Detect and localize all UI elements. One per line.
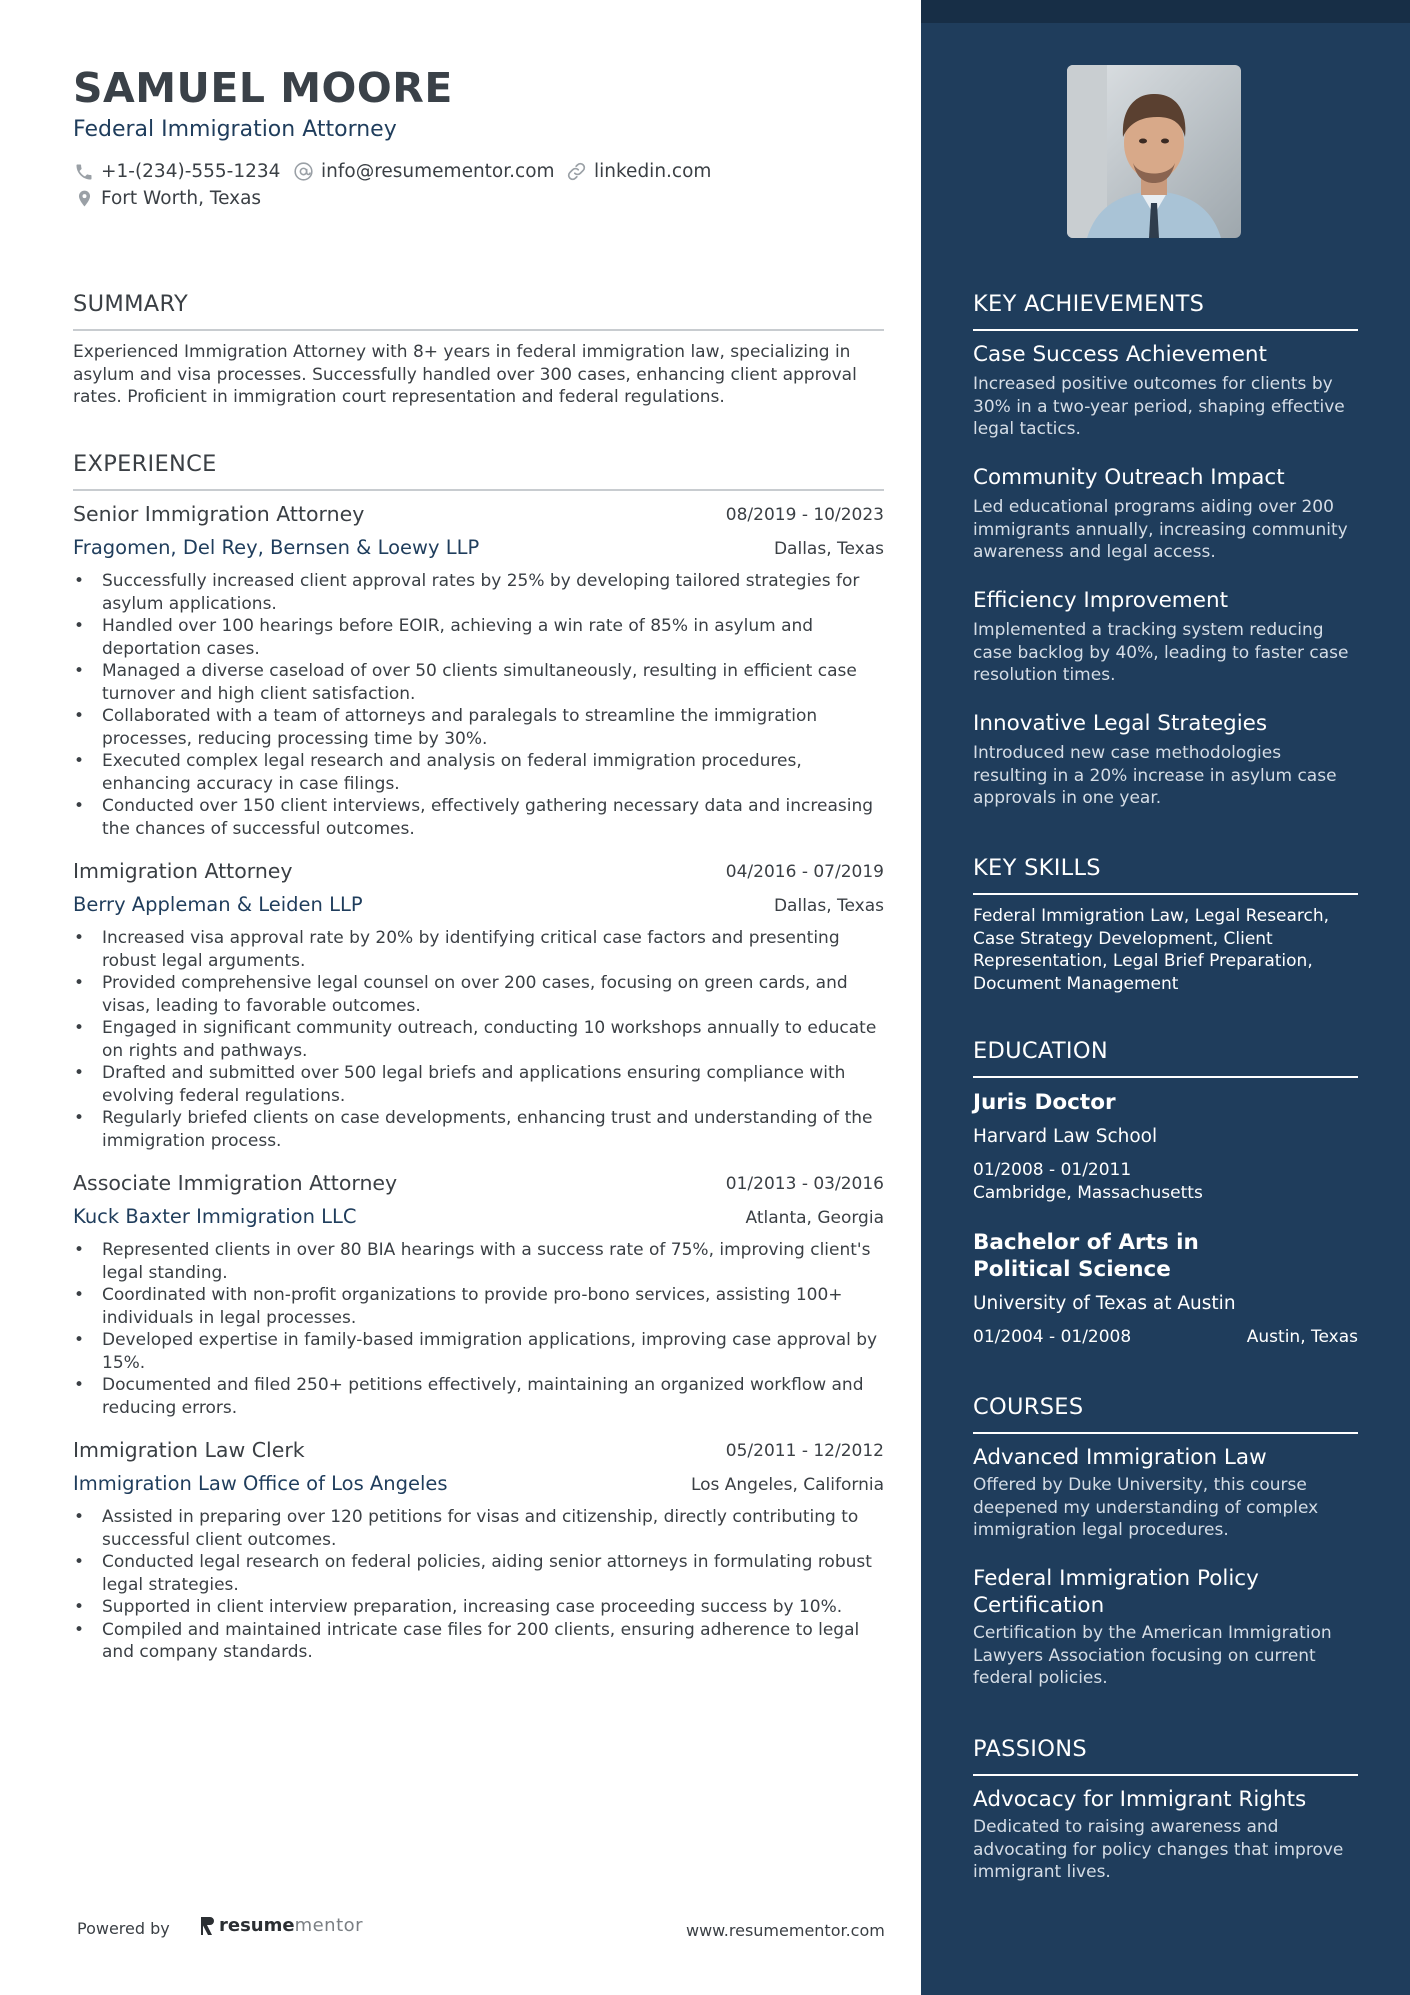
- job-company: Fragomen, Del Rey, Bernsen & Loewy LLP: [73, 536, 480, 559]
- education-location: Cambridge, Massachusetts: [973, 1182, 1203, 1203]
- profile-photo: [1067, 65, 1241, 238]
- job-location: Atlanta, Georgia: [745, 1208, 884, 1228]
- achievement-item: [973, 464, 1358, 564]
- powered-by-label: Powered by: [77, 1919, 170, 1938]
- achievement-text: Led educational programs aiding over 200 immigrants annually, increasing community awareness and legal access.: [973, 497, 1348, 562]
- bullet-item: • Regularly briefed clients on case developments, enhancing trust and understanding of the immigration process.: [73, 1107, 884, 1152]
- email-contact[interactable]: [293, 161, 555, 182]
- bullet-item: • Represented clients in over 80 BIA hearings with a success rate of 75%, improving client's legal standing.: [73, 1239, 884, 1284]
- skills-heading: KEY SKILLS: [973, 855, 1101, 881]
- achievement-item: [973, 710, 1358, 810]
- bullet-item: • Conducted legal research on federal policies, aiding senior attorneys in formulating robust legal strategies.: [73, 1551, 884, 1596]
- job-dates: 08/2019 - 10/2023: [725, 505, 884, 525]
- phone-contact: [74, 161, 280, 182]
- job-bullets: [73, 1239, 884, 1419]
- education-dates: 01/2004 - 01/2008: [973, 1327, 1132, 1347]
- passions-heading: PASSIONS: [973, 1736, 1087, 1762]
- job-dates: 01/2013 - 03/2016: [725, 1174, 884, 1194]
- experience-entry: [73, 502, 884, 840]
- resumementor-logo[interactable]: [199, 1915, 363, 1936]
- job-location: Dallas, Texas: [773, 539, 884, 559]
- bullet-item: • Drafted and submitted over 500 legal briefs and applications ensuring compliance with evolving federal regulations.: [73, 1062, 884, 1107]
- job-company: Immigration Law Office of Los Angeles: [73, 1472, 448, 1495]
- achievement-text: Implemented a tracking system reducing case backlog by 40%, leading to faster case resolution times.: [973, 620, 1349, 685]
- passion-text: Dedicated to raising awareness and advocating for policy changes that improve immigrant lives.: [973, 1817, 1344, 1882]
- experience-entry: [73, 859, 884, 1152]
- summary-heading: SUMMARY: [73, 291, 189, 317]
- job-bullets: [73, 927, 884, 1152]
- job-role: Immigration Law Clerk: [73, 1438, 305, 1462]
- education-degree: Bachelor of Arts in Political Science: [973, 1230, 1199, 1282]
- course-title: Advanced Immigration Law: [973, 1445, 1267, 1470]
- education-item: [973, 1229, 1358, 1349]
- phone-icon: [74, 162, 94, 182]
- achievement-item: [973, 341, 1358, 441]
- job-company: Kuck Baxter Immigration LLC: [73, 1205, 357, 1228]
- bullet-item: • Provided comprehensive legal counsel on over 200 cases, focusing on green cards, and visas, leading to favorable outcomes.: [73, 972, 884, 1017]
- job-bullets: [73, 570, 884, 840]
- logo-text-light: mentor: [294, 1915, 364, 1936]
- linkedin-text[interactable]: linkedin.com: [594, 161, 712, 182]
- education-location: Austin, Texas: [1246, 1327, 1358, 1347]
- courses-heading: COURSES: [973, 1394, 1084, 1420]
- resumementor-logo-icon: [199, 1916, 215, 1936]
- bullet-item: • Assisted in preparing over 120 petitions for visas and citizenship, directly contributing to successful client outcomes.: [73, 1506, 884, 1551]
- link-icon: [566, 161, 587, 182]
- job-location: Los Angeles, California: [690, 1475, 884, 1495]
- sidebar: [921, 0, 1410, 1995]
- course-item: [973, 1565, 1358, 1690]
- bullet-item: • Developed expertise in family-based immigration applications, improving case approval by 15%.: [73, 1329, 884, 1374]
- job-bullets: [73, 1506, 884, 1664]
- bullet-item: • Successfully increased client approval rates by 25% by developing tailored strategies for asylum applications.: [73, 570, 884, 615]
- bullet-item: • Managed a diverse caseload of over 50 clients simultaneously, resulting in efficient case turnover and high client satisfaction.: [73, 660, 884, 705]
- job-company: Berry Appleman & Leiden LLP: [73, 893, 363, 916]
- location-text: Fort Worth, Texas: [101, 188, 262, 209]
- course-text: Certification by the American Immigration Lawyers Association focusing on current federal policies.: [973, 1623, 1332, 1688]
- achievement-item: [973, 587, 1358, 687]
- education-divider: [973, 1076, 1358, 1078]
- job-role: Senior Immigration Attorney: [73, 502, 365, 526]
- achievement-text: Introduced new case methodologies resulting in a 20% increase in asylum case approvals in one year.: [973, 743, 1337, 808]
- passions-divider: [973, 1774, 1358, 1776]
- candidate-name: SAMUEL MOORE: [73, 64, 453, 112]
- education-heading: EDUCATION: [973, 1038, 1108, 1064]
- education-degree: Juris Doctor: [973, 1090, 1116, 1115]
- passion-item: [973, 1786, 1358, 1884]
- location-pin-icon: [75, 188, 94, 209]
- summary-divider: [73, 329, 884, 331]
- achievement-title: Efficiency Improvement: [973, 588, 1229, 613]
- bullet-item: • Documented and filed 250+ petitions effectively, maintaining an organized workflow and reducing errors.: [73, 1374, 884, 1419]
- job-dates: 05/2011 - 12/2012: [725, 1441, 884, 1461]
- job-location: Dallas, Texas: [773, 896, 884, 916]
- bullet-item: • Supported in client interview preparation, increasing case proceeding success by 10%.: [73, 1596, 884, 1619]
- achievement-title: Case Success Achievement: [973, 342, 1267, 367]
- achievement-text: Increased positive outcomes for clients by 30% in a two-year period, shaping effective legal tactics.: [973, 374, 1345, 439]
- bullet-item: • Collaborated with a team of attorneys and paralegals to streamline the immigration processes, reducing processing time by 30%.: [73, 705, 884, 750]
- bullet-item: • Executed complex legal research and analysis on federal immigration procedures, enhancing accuracy in case filings.: [73, 750, 884, 795]
- logo-text-strong: resume: [219, 1915, 295, 1936]
- experience-heading: EXPERIENCE: [73, 451, 217, 477]
- summary-text: Experienced Immigration Attorney with 8+ years in federal immigration law, specializing in asylum and visa processes. Successfully handled over 300 cases, enhancing client approval rates. Proficient in immigration court representation and federal regulations.: [73, 342, 857, 407]
- bullet-item: • Increased visa approval rate by 20% by identifying critical case factors and presenting robust legal arguments.: [73, 927, 884, 972]
- bullet-item: • Engaged in significant community outreach, conducting 10 workshops annually to educate on rights and pathways.: [73, 1017, 884, 1062]
- education-item: [973, 1089, 1358, 1204]
- phone-text: +1-(234)-555-1234: [101, 161, 281, 182]
- course-title: Federal Immigration Policy Certification: [973, 1566, 1259, 1618]
- sidebar-top-bar: [921, 0, 1410, 23]
- achievements-heading: KEY ACHIEVEMENTS: [973, 291, 1205, 317]
- experience-divider: [73, 489, 884, 491]
- bullet-item: • Coordinated with non-profit organizations to provide pro-bono services, assisting 100+ individuals in legal processes.: [73, 1284, 884, 1329]
- bullet-item: • Conducted over 150 client interviews, effectively gathering necessary data and increasing the chances of successful outcomes.: [73, 795, 884, 840]
- passion-title: Advocacy for Immigrant Rights: [973, 1787, 1307, 1812]
- courses-divider: [973, 1432, 1358, 1434]
- job-role: Associate Immigration Attorney: [73, 1171, 398, 1195]
- footer-url[interactable]: www.resumementor.com: [686, 1921, 885, 1940]
- skills-divider: [973, 893, 1358, 895]
- education-dates: 01/2008 - 01/2011: [973, 1160, 1132, 1180]
- linkedin-contact[interactable]: [566, 161, 711, 182]
- skills-text: Federal Immigration Law, Legal Research, Case Strategy Development, Client Representation, Legal Brief Preparation, Document Management: [973, 906, 1330, 994]
- at-icon: [293, 161, 314, 182]
- location-contact: [75, 188, 261, 209]
- achievement-title: Innovative Legal Strategies: [973, 711, 1268, 736]
- course-text: Offered by Duke University, this course deepened my understanding of complex immigration legal procedures.: [973, 1475, 1319, 1540]
- education-school: University of Texas at Austin: [973, 1293, 1236, 1314]
- education-school: Harvard Law School: [973, 1126, 1158, 1147]
- achievement-title: Community Outreach Impact: [973, 465, 1285, 490]
- bullet-item: • Handled over 100 hearings before EOIR, achieving a win rate of 85% in asylum and deportation cases.: [73, 615, 884, 660]
- candidate-title: Federal Immigration Attorney: [73, 117, 397, 142]
- experience-entry: [73, 1171, 884, 1419]
- experience-entry: [73, 1438, 884, 1664]
- email-text[interactable]: info@resumementor.com: [321, 161, 555, 182]
- bullet-item: • Compiled and maintained intricate case files for 200 clients, ensuring adherence to legal and company standards.: [73, 1619, 884, 1664]
- job-role: Immigration Attorney: [73, 859, 293, 883]
- achievements-divider: [973, 329, 1358, 331]
- job-dates: 04/2016 - 07/2019: [725, 862, 884, 882]
- course-item: [973, 1444, 1358, 1542]
